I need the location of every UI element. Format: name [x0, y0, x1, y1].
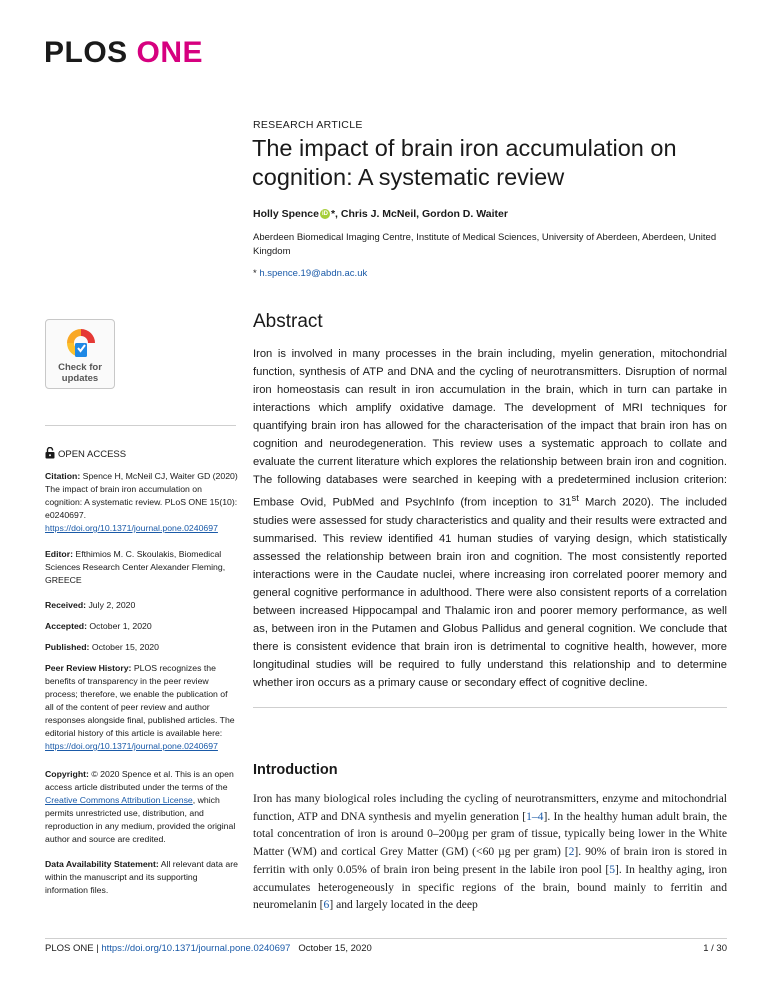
- author-first[interactable]: Holly Spence: [253, 208, 319, 220]
- page-number: 1 / 30: [703, 943, 727, 954]
- journal-logo[interactable]: [44, 36, 203, 70]
- reference-link[interactable]: 6: [323, 898, 330, 912]
- abstract-divider: [253, 707, 727, 708]
- journal-logo-part1: PLOS: [44, 36, 128, 69]
- introduction-text: Iron has many biological roles including the cycling of neurotransmitters, enzyme and mitochondrial function, ATP and DNA synthesis and myelin generation [1–4]. In the healthy human adult brain, the total concentration of iron is around 0–200µg per gram of tissue, typically being lower in the White Matter (WM) and cortical Grey Matter (GM) (<60 µg per gram) [2]. 90% of brain iron is stored in ferritin with only 0.05% of brain iron being present in the labile iron pool [5]. In healthy aging, iron accumulates heterogeneously in specific regions of the brain, bound mainly to ferritin and neuromelanin [6] and largely located in the deep: [253, 792, 727, 912]
- data-availability-block: Data Availability Statement: All relevant data are within the manuscript and its supporting information files.: [45, 859, 238, 895]
- author-list: [253, 208, 508, 220]
- published-block: Published: October 15, 2020: [45, 642, 159, 652]
- introduction-heading: Introduction: [253, 762, 338, 778]
- correspondence: [253, 268, 367, 279]
- orcid-icon[interactable]: iD: [321, 211, 328, 218]
- article-type: RESEARCH ARTICLE: [253, 119, 363, 131]
- check-updates-label: Check for updates: [58, 362, 102, 384]
- reference-link[interactable]: 2: [568, 845, 575, 859]
- accepted-block: Accepted: October 1, 2020: [45, 621, 152, 631]
- open-access-label: OPEN ACCESS: [58, 449, 127, 460]
- article-title: The impact of brain iron accumulation on cognition: A systematic review: [252, 135, 677, 190]
- abstract-text: Iron is involved in many processes in the brain including, myelin generation, mitochondrial function, synthesis of ATP and DNA and the cycling of neurotransmitters. Disruption of normal iron homeostasis can result in iron accumulation in the brain, which in turn can partake in interactions which amplify oxidative damage. The development of MRI techniques for quantifying brain iron has allowed for the characterisation of the impact that brain iron has on cognition and neurodegeneration. This review uses a systematic approach to collate and evaluate the current literature which explores the relationship between brain iron and cognition. The following databases were searched in keeping with a predetermined inclusion criterion: Embase Ovid, PubMed and PsychInfo (from inception to 31st March 2020). The included studies were assessed for study characteristics and quality and their results were extracted and summarised. This review identified 41 human studies of varying design, which statistically assessed the relationship between brain iron and cognition. The most consistently reported interactions were in the Caudate nuclei, where increasing iron correlated poorer memory and general cognitive performance in adulthood. There were also consistent reports of a correlation between increased Hippocampal and Thalamic iron and poorer memory performance, as well as, between iron in the Putamen and Globus Pallidus and general cognition. We conclude that there is consistent evidence that brain iron is detrimental to cognitive health, however, more longitudinal studies will be required to fully understand this relationship and to determine whether iron occurs as a primary cause or secondary effect of cognitive decline.: [253, 348, 727, 689]
- reference-link[interactable]: 1–4: [526, 809, 544, 823]
- abstract-heading: Abstract: [253, 311, 323, 332]
- affiliation: Aberdeen Biomedical Imaging Centre, Institute of Medical Sciences, University of Aberdeen, Aberdeen, United Kingdom: [253, 232, 717, 257]
- open-access-badge: [45, 447, 126, 460]
- peer-review-block: Peer Review History: PLOS recognizes the benefits of transparency in the peer review process; therefore, we enable the publication of all of the content of peer review and author responses alongside final, published articles. The editorial history of this article is available here: https://doi.org/10.1371/journal.pone.0240697: [45, 663, 235, 751]
- author-rest[interactable]: Chris J. McNeil, Gordon D. Waiter: [340, 208, 508, 220]
- citation-label: Citation:: [45, 471, 81, 481]
- journal-logo-part2: ONE: [136, 36, 204, 69]
- sidebar-divider: [45, 425, 236, 426]
- received-block: Received: July 2, 2020: [45, 600, 136, 610]
- citation-doi-link[interactable]: https://doi.org/10.1371/journal.pone.0240697: [45, 523, 218, 533]
- editor-text: Efthimios M. C. Skoulakis, Biomedical Sciences Research Center Alexander Fleming, GREECE: [45, 549, 226, 585]
- peer-review-link[interactable]: https://doi.org/10.1371/journal.pone.0240697: [45, 741, 218, 751]
- footer-divider: [45, 938, 727, 939]
- license-link[interactable]: Creative Commons Attribution License: [45, 795, 193, 805]
- corresponding-marker: *,: [330, 208, 341, 220]
- footer-journal: PLOS ONE |: [45, 943, 102, 954]
- citation-text: Spence H, McNeil CJ, Waiter GD (2020) The impact of brain iron accumulation on cognition: A systematic review. PLoS ONE 15(10): e0240697.: [45, 471, 238, 520]
- open-lock-icon: [45, 447, 55, 459]
- footer-date: October 15, 2020: [290, 943, 372, 954]
- correspondence-marker: *: [253, 268, 260, 279]
- check-updates-icon: [64, 326, 98, 360]
- citation-block: [45, 470, 238, 535]
- check-for-updates-button[interactable]: [45, 319, 115, 389]
- page-footer: [45, 943, 727, 954]
- editor-block: [45, 548, 238, 587]
- copyright-block: Copyright: © 2020 Spence et al. This is an open access article distributed under the terms of the Creative Commons Attribution License, which permits unrestricted use, distribution, and reproduction in any medium, provided the original author and source are credited.: [45, 769, 236, 844]
- editor-label: Editor:: [45, 549, 73, 559]
- email-link[interactable]: h.spence.19@abdn.ac.uk: [259, 268, 368, 279]
- footer-doi-link[interactable]: https://doi.org/10.1371/journal.pone.0240697: [101, 943, 291, 954]
- reference-link[interactable]: 5: [609, 862, 616, 876]
